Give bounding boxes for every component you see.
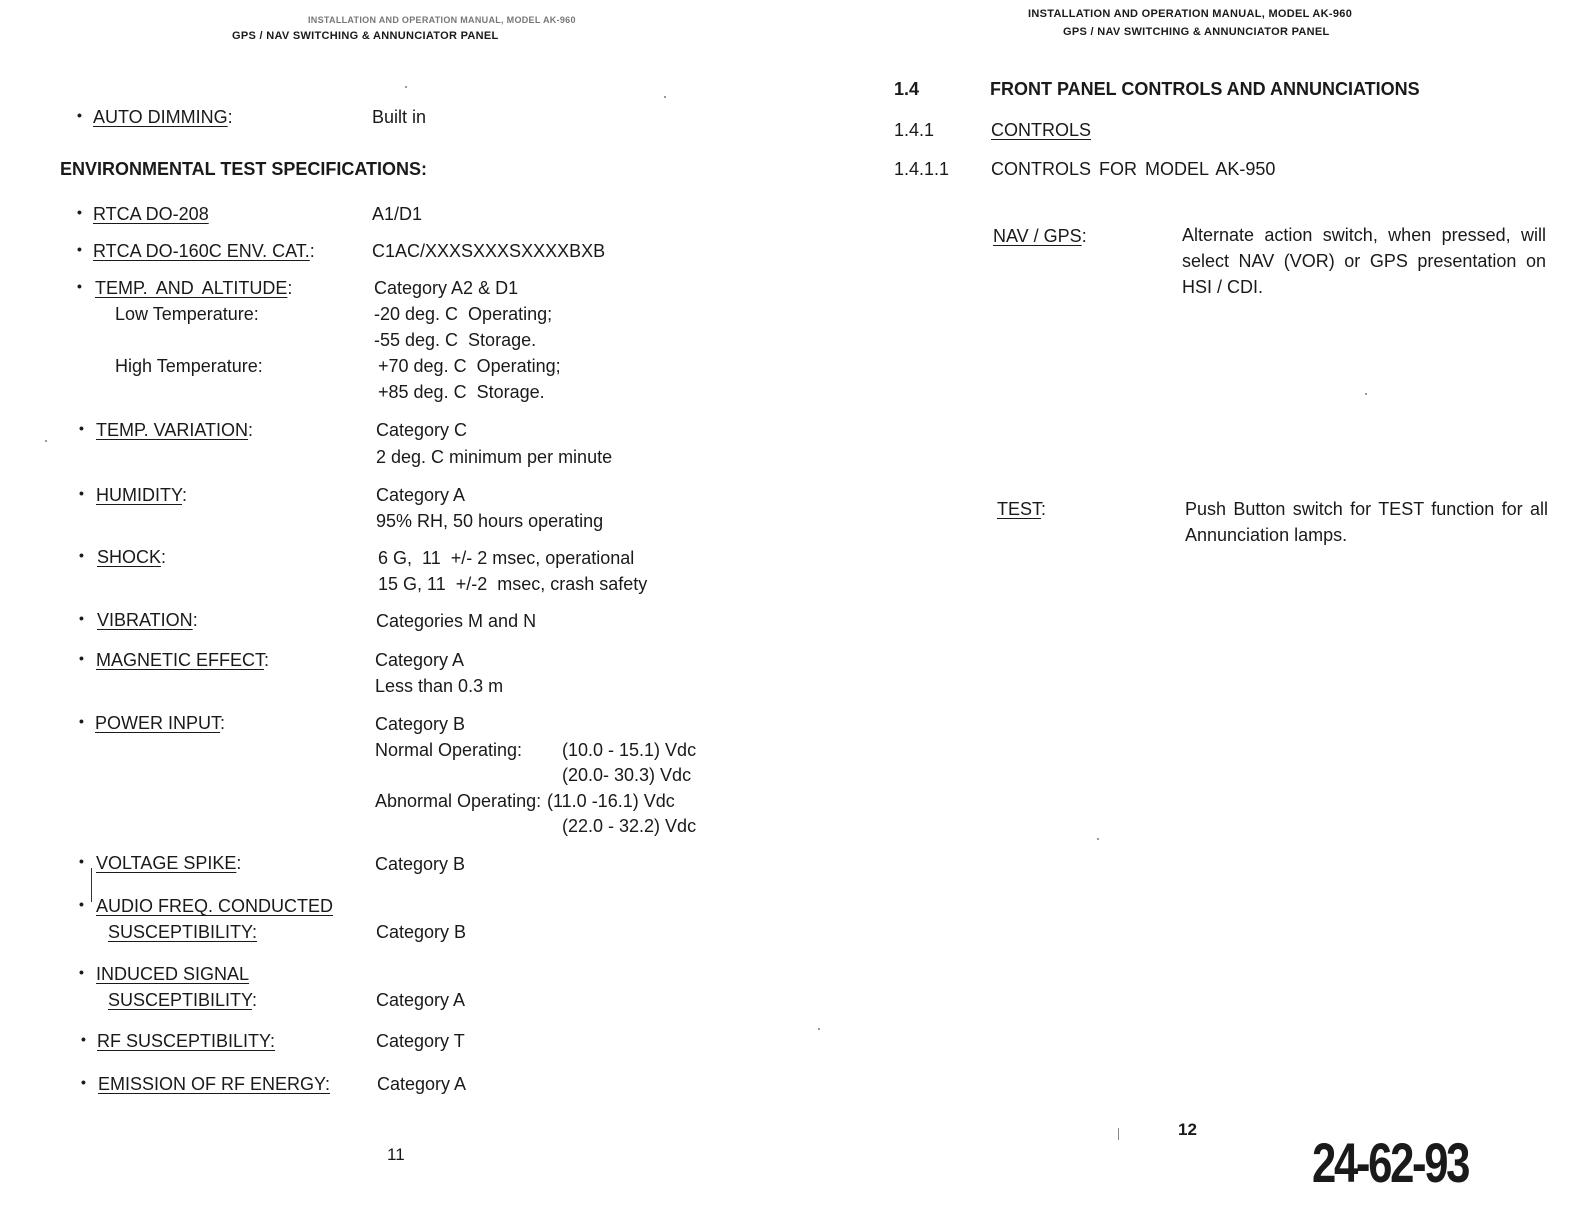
magnetic-value-2: Less than 0.3 m — [375, 676, 504, 696]
induced-value: Category A — [376, 990, 466, 1010]
emission-label: EMISSION OF RF ENERGY: — [98, 1074, 331, 1094]
low-temp-1: -20 deg. C Operating; — [374, 304, 553, 324]
auto-dimming-label: AUTO DIMMING: — [93, 107, 233, 127]
document-number: 24-62-93 — [1312, 1131, 1469, 1194]
bullet: • — [77, 107, 82, 123]
left-header-line1: INSTALLATION AND OPERATION MANUAL, MODEL AK-960 — [308, 15, 576, 25]
bullet: • — [77, 204, 82, 220]
humidity-label: HUMIDITY: — [96, 485, 188, 505]
audio-label-2: SUSCEPTIBILITY: — [108, 922, 258, 942]
low-temp-2: -55 deg. C Storage. — [374, 330, 537, 350]
do208-label: RTCA DO-208 — [93, 204, 209, 224]
scan-speck — [405, 86, 407, 88]
temp-var-value-2: 2 deg. C minimum per minute — [376, 447, 613, 467]
normal-operating-1: (10.0 - 15.1) Vdc — [562, 740, 697, 760]
audio-label-1: AUDIO FREQ. CONDUCTED — [96, 896, 334, 916]
temp-var-label: TEMP. VARIATION: — [96, 420, 254, 440]
section-1-4-1-title: CONTROLS — [991, 120, 1092, 140]
high-temp-2: +85 deg. C Storage. — [378, 382, 545, 402]
humidity-value-1: Category A — [376, 485, 466, 505]
bullet: • — [77, 278, 82, 294]
magnetic-label: MAGNETIC EFFECT: — [96, 650, 270, 670]
induced-label-2: SUSCEPTIBILITY: — [108, 990, 258, 1010]
power-value: Category B — [375, 714, 466, 734]
shock-label: SHOCK: — [97, 547, 167, 567]
emission-value: Category A — [377, 1074, 467, 1094]
power-label: POWER INPUT: — [95, 713, 226, 733]
induced-label-1: INDUCED SIGNAL — [96, 964, 250, 984]
bullet: • — [79, 853, 84, 869]
right-page-number: 12 — [1178, 1120, 1197, 1139]
shock-value-1: 6 G, 11 +/- 2 msec, operational — [378, 548, 635, 568]
section-1-4-1-1-num: 1.4.1.1 — [894, 159, 950, 179]
left-page-number: 11 — [387, 1145, 405, 1164]
audio-value: Category B — [376, 922, 467, 942]
do160-value: C1AC/XXXSXXXSXXXXBXB — [372, 241, 606, 261]
vibration-value: Categories M and N — [376, 611, 537, 631]
rf-value: Category T — [376, 1031, 465, 1051]
do208-value: A1/D1 — [372, 204, 423, 224]
temp-alt-value: Category A2 & D1 — [374, 278, 519, 298]
rf-label: RF SUSCEPTIBILITY: — [97, 1031, 276, 1051]
bullet: • — [79, 547, 84, 563]
test-label: TEST: — [997, 499, 1047, 519]
nav-gps-label: NAV / GPS: — [993, 226, 1087, 246]
humidity-value-2: 95% RH, 50 hours operating — [376, 511, 604, 531]
scan-speck — [45, 440, 47, 442]
test-description: Push Button switch for TEST function for all Annunciation lamps. — [1185, 499, 1548, 545]
shock-value-2: 15 G, 11 +/-2 msec, crash safety — [378, 574, 648, 594]
bullet: • — [79, 896, 84, 912]
bullet: • — [79, 964, 84, 980]
scan-mark — [1118, 1128, 1119, 1140]
nav-gps-description: Alternate action switch, when pressed, will select NAV (VOR) or GPS presentation on HSI / CDI. — [1182, 225, 1546, 297]
spike-label: VOLTAGE SPIKE: — [96, 853, 242, 873]
change-bar — [91, 868, 92, 902]
auto-dimming-value: Built in — [372, 107, 427, 127]
high-temp-label: High Temperature: — [115, 356, 263, 376]
abnormal-operating-label: Abnormal Operating: — [375, 791, 542, 811]
bullet: • — [81, 1031, 86, 1047]
high-temp-1: +70 deg. C Operating; — [378, 356, 561, 376]
section-1-4-1-1-title: CONTROLS FOR MODEL AK-950 — [991, 159, 1276, 179]
normal-operating-label: Normal Operating: — [375, 740, 523, 760]
section-1-4-title: FRONT PANEL CONTROLS AND ANNUNCIATIONS — [990, 79, 1420, 99]
right-header-line2: GPS / NAV SWITCHING & ANNUNCIATOR PANEL — [1063, 26, 1330, 38]
env-title: ENVIRONMENTAL TEST SPECIFICATIONS: — [60, 159, 428, 179]
magnetic-value-1: Category A — [375, 650, 465, 670]
spike-value: Category B — [375, 854, 466, 874]
scan-speck — [1365, 393, 1367, 395]
bullet: • — [79, 610, 84, 626]
bullet: • — [79, 420, 84, 436]
bullet: • — [81, 1074, 86, 1090]
scan-speck — [818, 1028, 820, 1030]
normal-operating-2: (20.0- 30.3) Vdc — [562, 765, 692, 785]
scan-speck — [1097, 838, 1099, 840]
low-temp-label: Low Temperature: — [115, 304, 259, 324]
abnormal-operating-2: (22.0 - 32.2) Vdc — [562, 816, 697, 836]
do160-label: RTCA DO-160C ENV. CAT.: — [93, 241, 315, 261]
bullet: • — [79, 485, 84, 501]
bullet: • — [79, 713, 84, 729]
temp-alt-label: TEMP. AND ALTITUDE: — [95, 278, 293, 298]
section-1-4-num: 1.4 — [894, 79, 920, 99]
vibration-label: VIBRATION: — [97, 610, 198, 630]
section-1-4-1-num: 1.4.1 — [894, 120, 935, 140]
temp-var-value-1: Category C — [376, 420, 468, 440]
left-header-line2: GPS / NAV SWITCHING & ANNUNCIATOR PANEL — [232, 30, 499, 42]
bullet: • — [77, 241, 82, 257]
right-header-line1: INSTALLATION AND OPERATION MANUAL, MODEL AK-960 — [1028, 8, 1353, 20]
scan-speck — [664, 96, 666, 98]
bullet: • — [79, 650, 84, 666]
abnormal-operating-1: (11.0 -16.1) Vdc — [547, 791, 675, 811]
